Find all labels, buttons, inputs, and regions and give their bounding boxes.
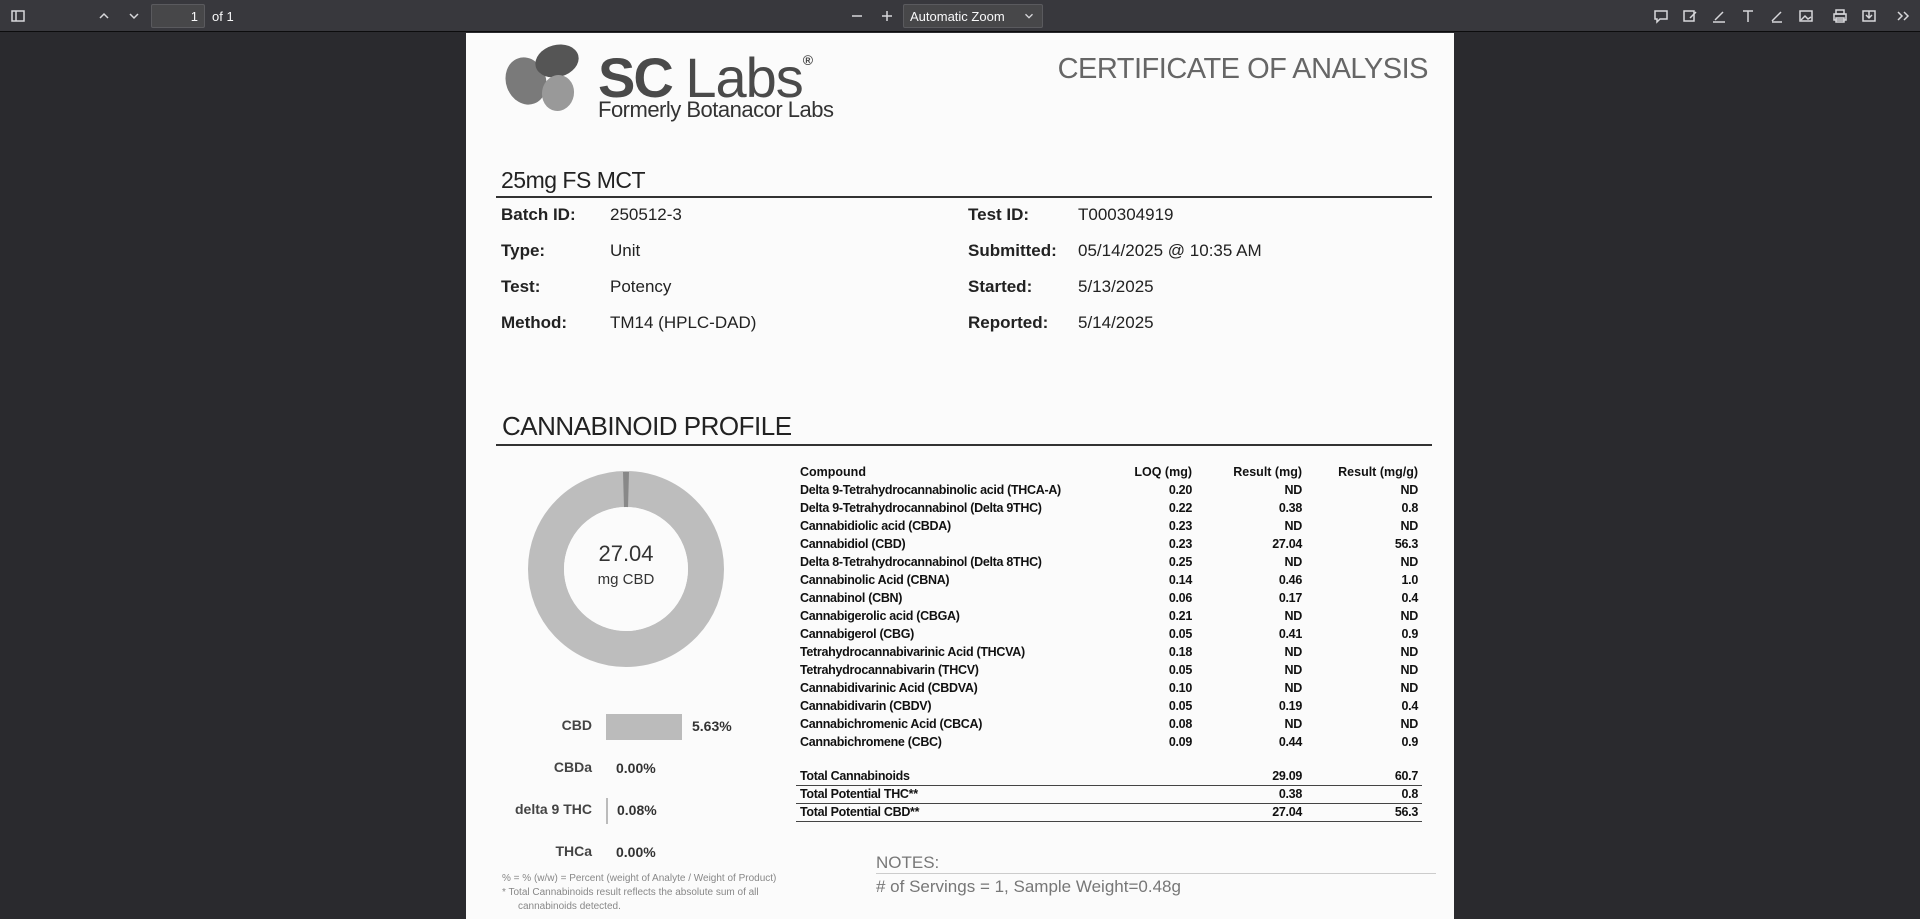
cell-result-mgg: 0.9 [1401,735,1418,749]
cell-compound: Cannabidivarin (CBDV) [800,699,932,713]
previous-page-icon[interactable] [90,4,118,28]
cell-result-mg: ND [1284,519,1302,533]
footnote-3: cannabinoids detected. [518,901,621,912]
cell-loq [1096,785,1196,803]
zoom-in-icon[interactable] [873,4,901,28]
col-loq: LOQ (mg) [1134,465,1192,479]
cell-loq: 0.10 [1168,681,1192,695]
table-row [796,733,1422,751]
edit-form-icon[interactable] [1676,4,1704,28]
cell-loq: 0.25 [1168,555,1192,569]
cell-result-mg: 0.41 [1278,627,1302,641]
zoom-out-icon[interactable] [843,4,871,28]
cell-compound: Tetrahydrocannabivarinic Acid (THCVA) [800,645,1025,659]
comment-icon[interactable] [1647,4,1675,28]
cell-result-mgg: 1.0 [1401,573,1418,587]
certificate-title: CERTIFICATE OF ANALYSIS [1057,53,1428,85]
header-divider [496,196,1432,198]
table-row [796,679,1422,697]
table-row [796,553,1422,571]
cell-result-mg: ND [1284,663,1302,677]
table-row [796,607,1422,625]
cell-result-mgg: 0.4 [1401,699,1418,713]
table-row [796,715,1422,733]
cell-result-mgg: ND [1400,645,1418,659]
notes-divider [876,873,1436,874]
cell-loq: 0.14 [1168,573,1192,587]
cell-result-mgg: 56.3 [1306,803,1422,821]
cell-compound: Cannabichromenic Acid (CBCA) [800,717,983,731]
cell-result-mgg: ND [1400,717,1418,731]
more-tools-icon[interactable] [1889,4,1917,28]
cell-result-mgg: 0.8 [1401,501,1418,515]
col-result-mg: Result (mg) [1233,465,1302,479]
table-row [796,697,1422,715]
cell-loq: 0.08 [1168,717,1192,731]
cell-compound: Total Potential CBD** [796,803,1096,821]
next-page-icon[interactable] [120,4,148,28]
cell-result-mg: ND [1284,717,1302,731]
document-viewer[interactable] [0,33,1920,919]
bar-percent: 0.00% [616,844,656,860]
cell-compound: Cannabidiol (CBD) [800,537,906,551]
cell-compound: Delta 9-Tetrahydrocannabinolic acid (THCA-A) [800,483,1061,497]
meta-value: Potency [610,277,672,296]
cell-loq: 0.23 [1168,537,1192,551]
cell-compound: Total Potential THC** [796,785,1096,803]
cell-result-mg: ND [1284,645,1302,659]
meta-value: 5/14/2025 [1078,313,1154,332]
bar-label: delta 9 THC [514,801,592,817]
bar-label: THCa [555,843,592,859]
cell-compound: Cannabigerol (CBG) [800,627,915,641]
cell-loq: 0.09 [1168,735,1192,749]
logo-subtitle: Formerly Botanacor Labs [598,97,834,122]
text-tool-icon[interactable] [1734,4,1762,28]
meta-value: 5/13/2025 [1078,277,1154,296]
table-row [796,589,1422,607]
cell-result-mg: 0.46 [1278,573,1302,587]
product-name: 25mg FS MCT [501,167,646,193]
bar-percent: 5.63% [692,718,732,734]
table-row [796,785,1422,803]
cbd-donut-chart [526,469,726,669]
bar-percent: 0.08% [617,802,657,818]
cell-loq: 0.18 [1168,645,1192,659]
cell-compound: Cannabigerolic acid (CBGA) [800,609,960,623]
cell-result-mgg: ND [1400,519,1418,533]
sidebar-toggle-icon[interactable] [4,4,32,28]
cell-compound: Tetrahydrocannabivarin (THCV) [800,663,979,677]
section-title: CANNABINOID PROFILE [502,411,792,441]
cell-loq [1096,767,1196,785]
table-row [796,535,1422,553]
table-row [796,643,1422,661]
table-row [796,625,1422,643]
table-row [796,481,1422,499]
meta-key: Started: [968,277,1033,296]
notes-text: # of Servings = 1, Sample Weight=0.48g [876,877,1181,896]
spacer-cell [796,751,1422,767]
cell-result-mg: ND [1284,483,1302,497]
cell-result-mgg: 0.4 [1401,591,1418,605]
cell-result-mgg: 56.3 [1394,537,1418,551]
pdf-toolbar [0,0,1920,32]
table-row [796,571,1422,589]
cell-compound: Cannabidivarinic Acid (CBDVA) [800,681,978,695]
page-number-input[interactable] [151,4,205,28]
chevron-down-icon [1022,9,1036,23]
meta-key: Test ID: [968,205,1030,224]
table-row [796,767,1422,785]
meta-key: Method: [501,313,568,332]
cell-result-mgg: ND [1400,609,1418,623]
cell-result-mg: 0.44 [1278,735,1302,749]
cell-result-mg: 0.38 [1278,501,1302,515]
logo-labs: Labs [685,46,803,109]
bar-fill [606,714,682,740]
table-spacer-row [796,751,1422,767]
cell-result-mg: 29.09 [1196,767,1306,785]
meta-value: T000304919 [1078,205,1174,224]
cell-loq: 0.22 [1168,501,1192,515]
bar-percent: 0.00% [616,760,656,776]
cell-compound: Delta 9-Tetrahydrocannabinol (Delta 9THC) [800,501,1042,515]
pdf-page [466,33,1454,919]
cell-result-mgg: 0.8 [1306,785,1422,803]
zoom-select-value: Automatic Zoom [910,8,1005,24]
cell-result-mgg: 60.7 [1306,767,1422,785]
table-row [796,517,1422,535]
zoom-select[interactable] [903,4,1043,28]
cell-result-mg: ND [1284,555,1302,569]
meta-value: 05/14/2025 @ 10:35 AM [1078,241,1262,260]
table-row [796,803,1422,821]
cell-compound: Cannabinol (CBN) [800,591,903,605]
cell-result-mgg: ND [1400,483,1418,497]
cell-result-mg: ND [1284,681,1302,695]
cell-compound: Cannabichromene (CBC) [800,735,942,749]
cell-loq: 0.05 [1168,627,1192,641]
cell-result-mg: 27.04 [1196,803,1306,821]
cell-loq [1096,803,1196,821]
cell-loq: 0.20 [1168,483,1192,497]
donut-hole [564,507,688,631]
meta-value: TM14 (HPLC-DAD) [610,313,757,332]
cell-result-mgg: ND [1400,681,1418,695]
col-compound: Compound [800,465,866,479]
col-result-mgg: Result (mg/g) [1338,465,1418,479]
cell-compound: Cannabinolic Acid (CBNA) [800,573,950,587]
logo-registered: ® [802,52,812,68]
sc-labs-logo-icon [502,39,586,115]
footnote-1: % = % (w/w) = Percent (weight of Analyte / Weight of Product) [502,873,777,884]
cell-loq: 0.21 [1168,609,1192,623]
section-divider [496,444,1432,446]
meta-key: Submitted: [968,241,1057,260]
highlight-icon[interactable] [1705,4,1733,28]
cell-loq: 0.05 [1168,699,1192,713]
cell-compound: Cannabidiolic acid (CBDA) [800,519,951,533]
results-header-row [796,463,1422,481]
cell-result-mg: ND [1284,609,1302,623]
meta-key: Test: [501,277,541,296]
table-row [796,499,1422,517]
cell-loq: 0.23 [1168,519,1192,533]
table-row [796,661,1422,679]
cell-result-mg: 0.38 [1196,785,1306,803]
meta-value: Unit [610,241,641,260]
cell-result-mgg: ND [1400,555,1418,569]
donut-value: 27.04 [598,541,654,566]
bar-label: CBD [561,717,592,733]
results-table [796,463,1422,822]
logo-sc: SC [598,46,672,109]
cell-result-mgg: ND [1400,663,1418,677]
donut-unit: mg CBD [597,571,655,588]
cell-compound: Delta 8-Tetrahydrocannabinol (Delta 8THC) [800,555,1042,569]
donut-marker [623,472,629,508]
draw-icon[interactable] [1763,4,1791,28]
cell-result-mgg: 0.9 [1401,627,1418,641]
page-count-label: of 1 [212,9,234,24]
bar-label: CBDa [553,759,592,775]
bar-fill [606,798,608,824]
print-icon[interactable] [1826,4,1854,28]
cell-compound: Total Cannabinoids [796,767,1096,785]
meta-key: Batch ID: [501,205,576,224]
meta-key: Type: [501,241,546,260]
cell-result-mg: 0.17 [1278,591,1302,605]
image-icon[interactable] [1792,4,1820,28]
cell-loq: 0.05 [1168,663,1192,677]
cell-loq: 0.06 [1168,591,1192,605]
notes-title: NOTES: [876,853,940,872]
meta-key: Reported: [968,313,1049,332]
footnote-2: * Total Cannabinoids result reflects the absolute sum of all [502,887,759,898]
meta-value: 250512-3 [610,205,682,224]
cell-result-mg: 27.04 [1272,537,1302,551]
cell-result-mg: 0.19 [1278,699,1302,713]
save-icon[interactable] [1855,4,1883,28]
